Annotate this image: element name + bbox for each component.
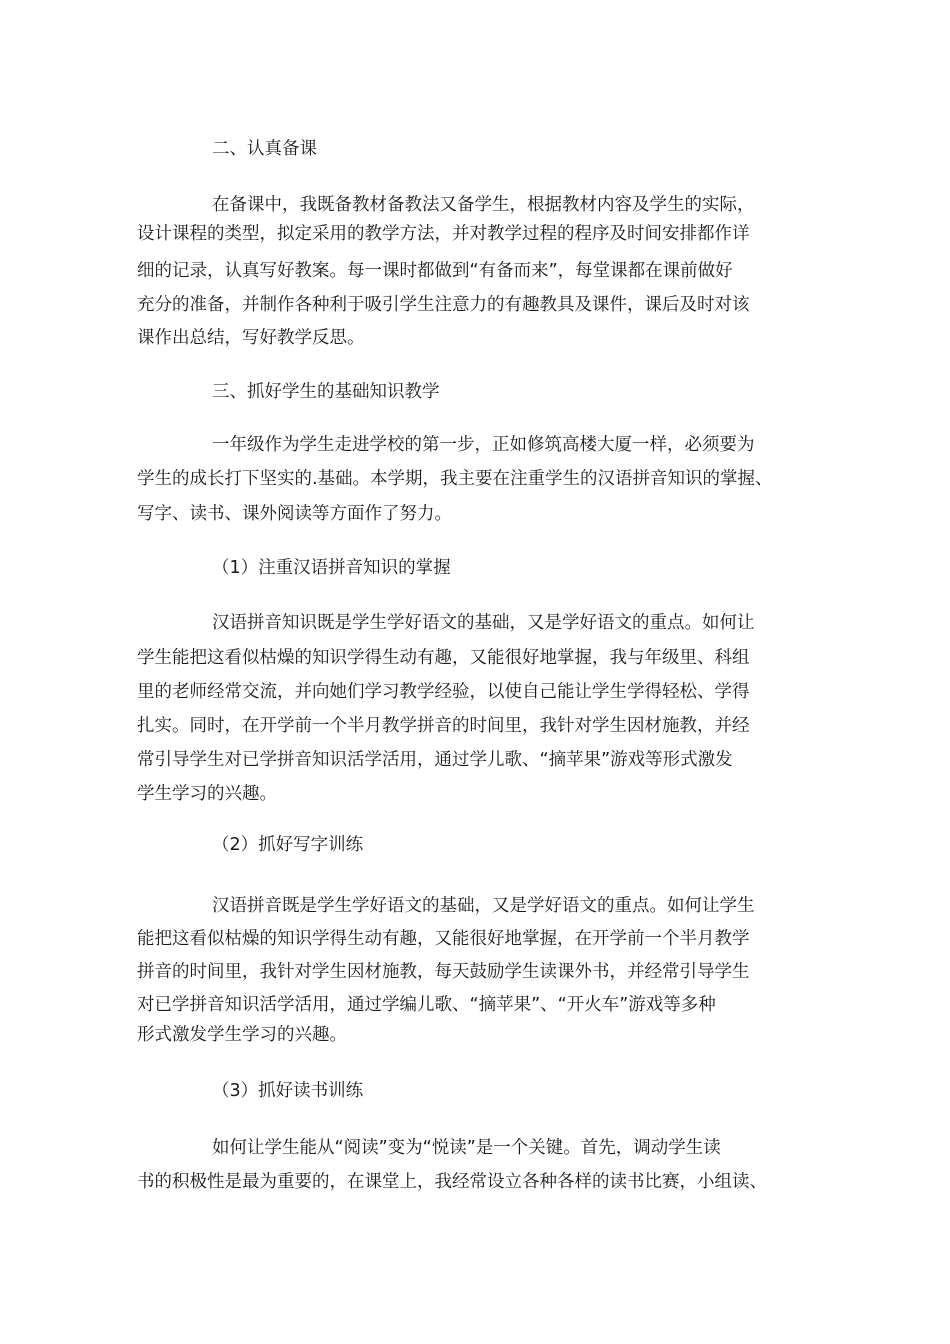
paragraph-line: 扎实。同时，在开学前一个半月教学拼音的时间里，我针对学生因材施教，并经 bbox=[137, 716, 750, 736]
paragraph-line: 拼音的时间里，我针对学生因材施教，每天鼓励学生读课外书，并经常引导学生 bbox=[137, 962, 750, 982]
subsection-heading-2: （2）抓好写字训练 bbox=[212, 835, 364, 855]
section-heading-2: 二、认真备课 bbox=[212, 139, 317, 159]
paragraph-line: 设计课程的类型，拟定采用的教学方法，并对教学过程的程序及时间安排都作详 bbox=[137, 224, 750, 244]
paragraph-line: 细的记录，认真写好教案。每一课时都做到“有备而来”，每堂课都在课前做好 bbox=[137, 261, 733, 281]
paragraph-line: 形式激发学生学习的兴趣。 bbox=[137, 1025, 347, 1045]
section-heading-3: 三、抓好学生的基础知识教学 bbox=[212, 382, 440, 402]
paragraph-line: 汉语拼音既是学生学好语文的基础，又是学好语文的重点。如何让学生 bbox=[212, 896, 755, 916]
paragraph-line: 学生能把这看似枯燥的知识学得生动有趣，又能很好地掌握，我与年级里、科组 bbox=[137, 648, 750, 668]
subsection-heading-1: （1）注重汉语拼音知识的掌握 bbox=[212, 558, 451, 578]
paragraph-line: 课作出总结，写好教学反思。 bbox=[137, 328, 365, 348]
subsection-heading-3: （3）抓好读书训练 bbox=[212, 1081, 364, 1101]
paragraph-line: 能把这看似枯燥的知识学得生动有趣，又能很好地掌握，在开学前一个半月教学 bbox=[137, 929, 750, 949]
paragraph-line: 学生学习的兴趣。 bbox=[137, 784, 277, 804]
paragraph-line: 一年级作为学生走进学校的第一步，正如修筑高楼大厦一样，必须要为 bbox=[212, 435, 755, 455]
paragraph-line: 如何让学生能从“阅读”变为“悦读”是一个关键。首先，调动学生读 bbox=[212, 1138, 721, 1158]
paragraph-line: 学生的成长打下坚实的.基础。本学期，我主要在注重学生的汉语拼音知识的掌握、 bbox=[137, 469, 773, 489]
paragraph-line: 书的积极性是最为重要的，在课堂上，我经常设立各种各样的读书比赛，小组读、 bbox=[137, 1172, 767, 1192]
paragraph-line: 常引导学生对已学拼音知识活学活用，通过学儿歌、“摘苹果”游戏等形式激发 bbox=[137, 750, 733, 770]
paragraph-line: 里的老师经常交流，并向她们学习教学经验，以使自己能让学生学得轻松、学得 bbox=[137, 682, 750, 702]
paragraph-line: 写字、读书、课外阅读等方面作了努力。 bbox=[137, 504, 452, 524]
paragraph-line: 充分的准备，并制作各种利于吸引学生注意力的有趣教具及课件，课后及时对该 bbox=[137, 295, 750, 315]
paragraph-line: 在备课中，我既备教材备教法又备学生，根据教材内容及学生的实际， bbox=[212, 195, 755, 215]
paragraph-line: 对已学拼音知识活学活用，通过学编儿歌、“摘苹果”、“开火车”游戏等多种 bbox=[137, 995, 716, 1015]
paragraph-line: 汉语拼音知识既是学生学好语文的基础，又是学好语文的重点。如何让 bbox=[212, 613, 755, 633]
